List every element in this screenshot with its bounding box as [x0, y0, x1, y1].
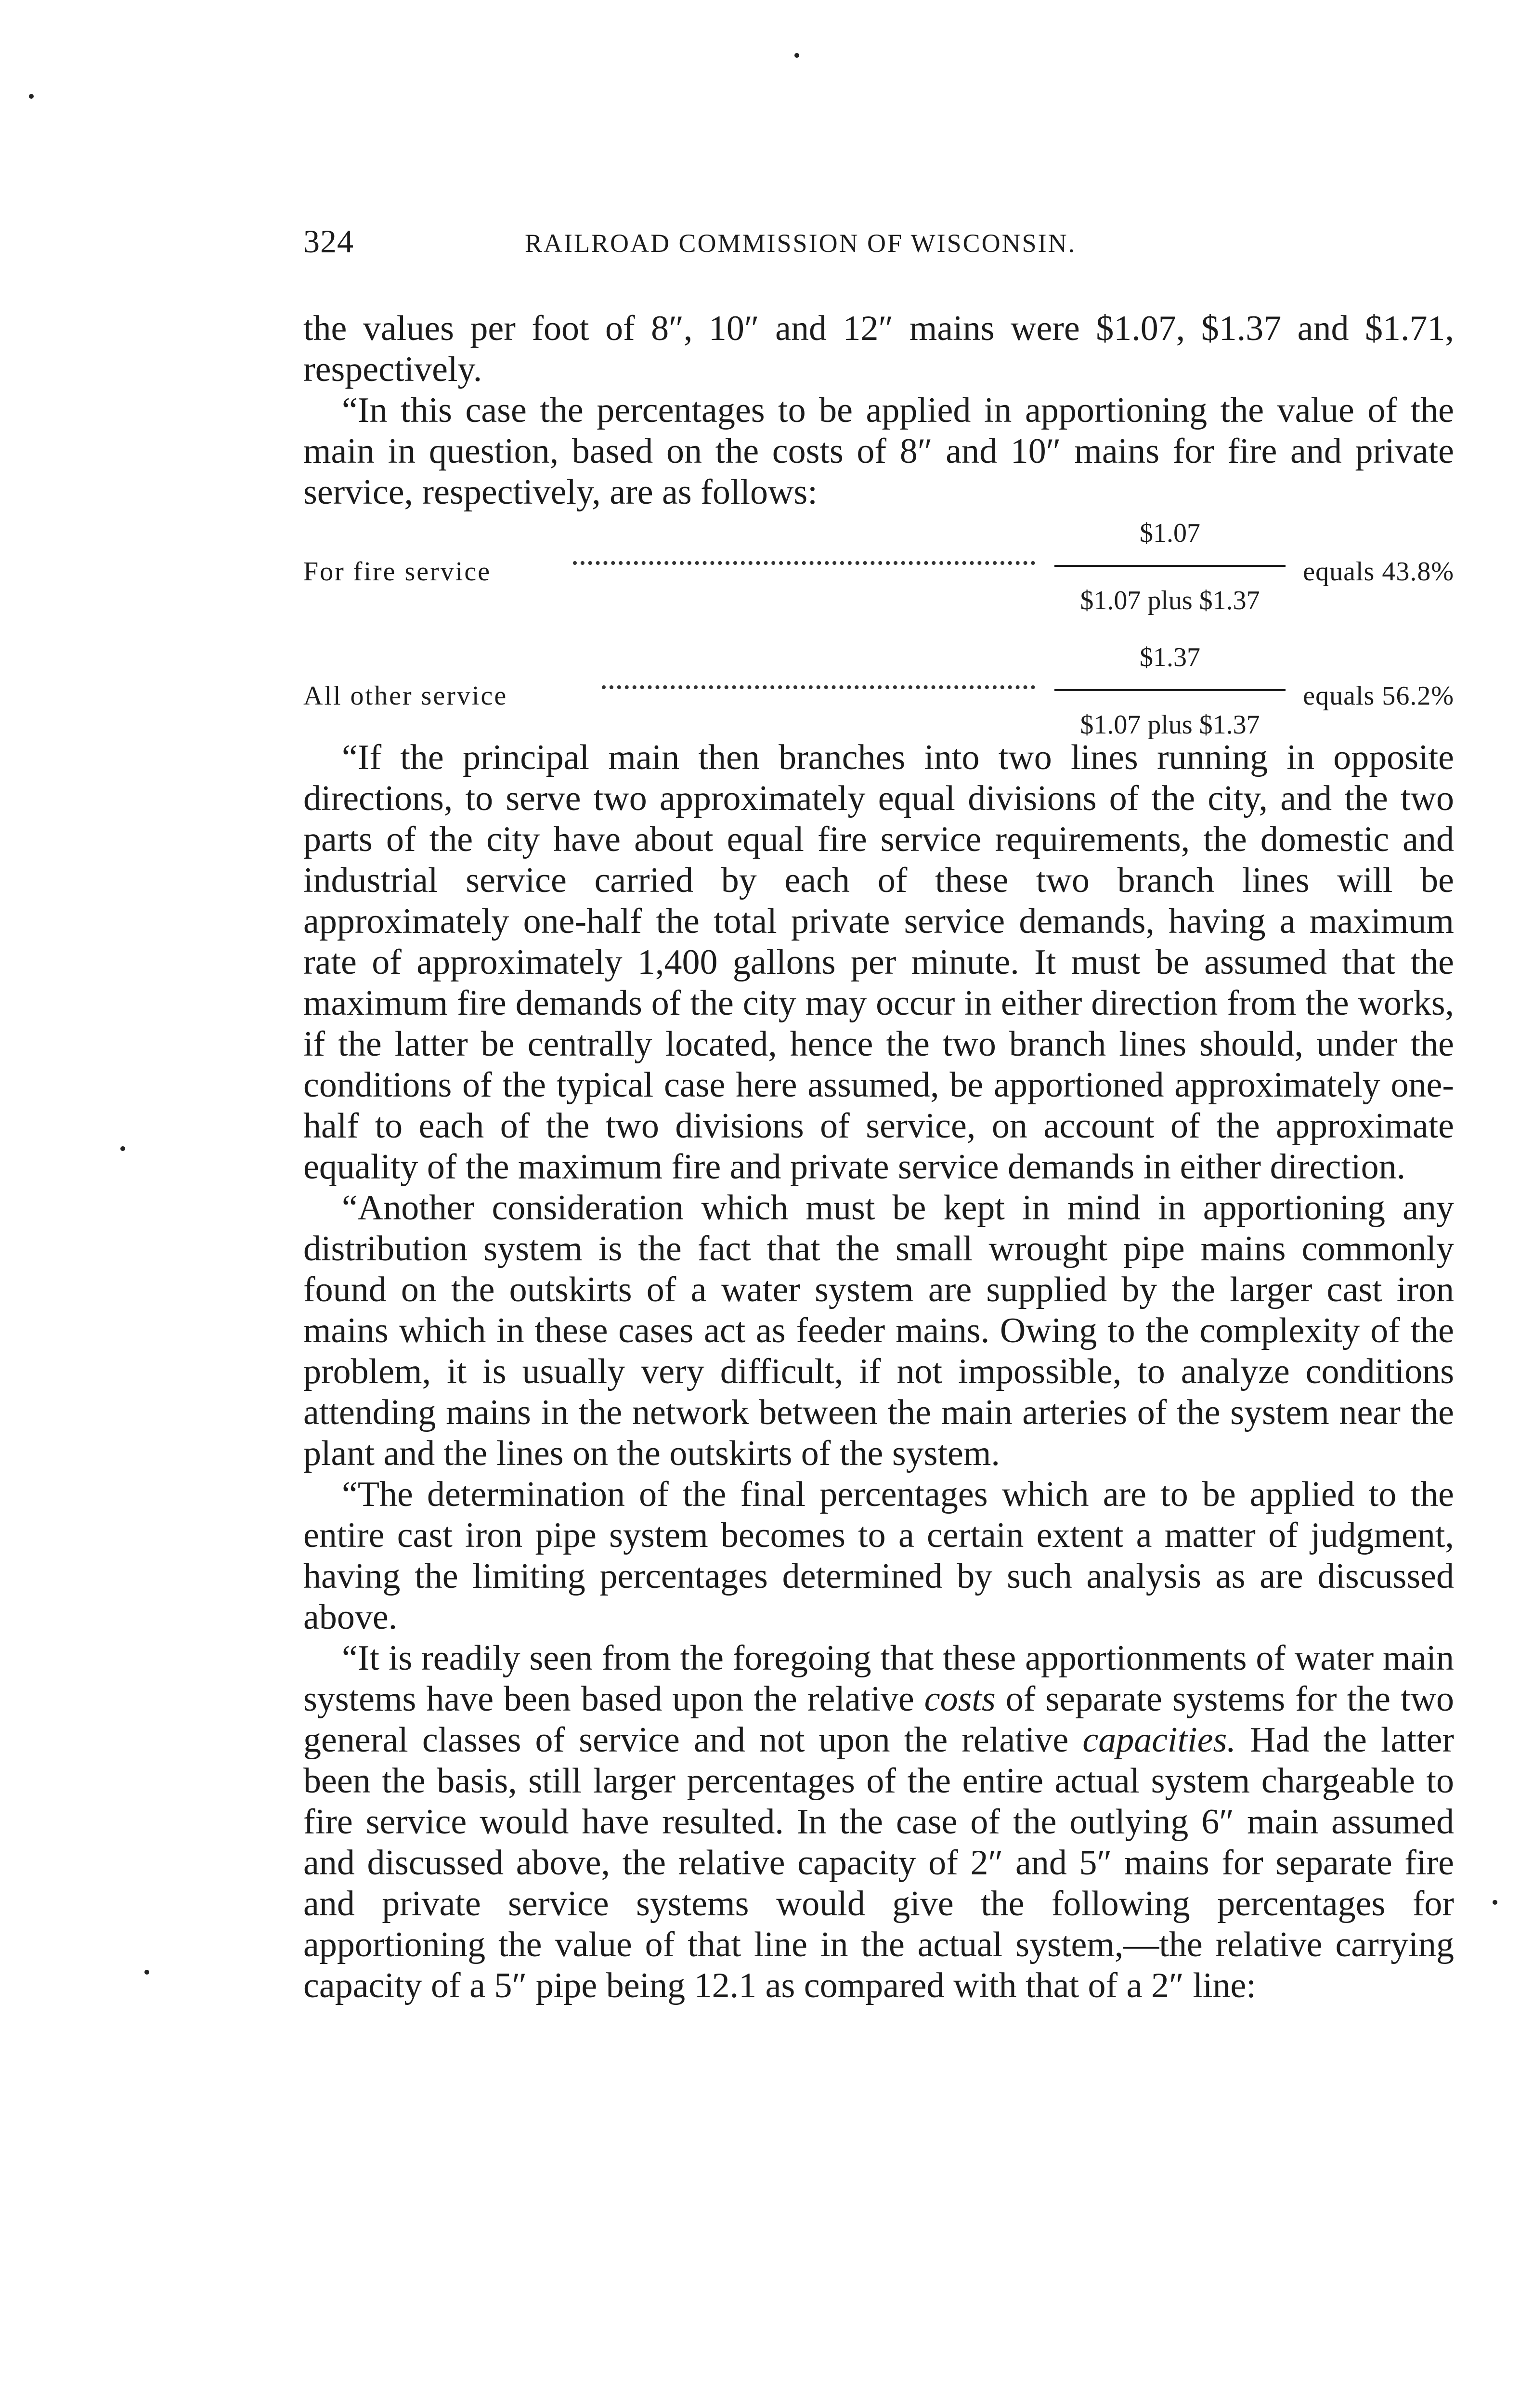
- paragraph: [303, 1638, 1454, 2006]
- margin-mark: [144, 1970, 149, 1975]
- running-head: RAILROAD COMMISSION OF WISCONSIN.: [525, 229, 1077, 258]
- paragraph: “The determination of the final percentages which are to be applied to the entire cast iron pipe system becomes to a certain extent a matter of judgment, having the limiting percentages determined by such analysis as are discussed above.: [303, 1475, 1454, 1637]
- italic-term: capacities.: [1082, 1720, 1236, 1760]
- other-service-formula: [303, 637, 1454, 743]
- margin-mark: [29, 94, 34, 99]
- formula-denominator: $1.07 plus $1.37: [1080, 710, 1260, 740]
- paragraph: “If the principal main then branches into two lines running in opposite directions, to serve two approximately equal divisions of the city, and the two parts of the city have about equal fire service requirements, the domestic and industrial service carried by each of these two branch lines will be approximately one-half the total private service demands, having a maximum rate of approximately 1,400 gallons per minute. It must be assumed that the maximum fire demands of the city may occur in either direction from the works, if the latter be centrally located, hence the two branch lines should, under the conditions of the typical case here assumed, be apportioned approximately one-half to each of the two divisions of service, on account of the approximate equality of the maximum fire and private service demands in either direction.: [303, 738, 1454, 1187]
- paragraph: “In this case the percentages to be applied in apportioning the value of the main in question, based on the costs of 8″ and 10″ mains for fire and private service, respectively, are as follows:: [303, 391, 1454, 512]
- margin-mark: [120, 1146, 125, 1151]
- paragraph: the values per foot of 8″, 10″ and 12″ mains were $1.07, $1.37 and $1.71, respectively.: [303, 309, 1454, 389]
- formula-result: equals 56.2%: [1303, 681, 1454, 711]
- formula-numerator: $1.07: [1140, 518, 1200, 548]
- page-number: 324: [303, 223, 354, 260]
- formula-result: equals 43.8%: [1303, 557, 1454, 587]
- formula-label: For fire service: [303, 557, 492, 587]
- margin-mark: [1493, 1900, 1497, 1905]
- fire-service-formula: [303, 513, 1454, 619]
- formula-area: [303, 513, 1454, 740]
- paragraph: “Another consideration which must be kept in mind in apportioning any distribution system is the fact that the small wrought pipe mains commonly found on the outskirts of a water system are supplied by the larger cast iron mains which in these cases act as feeder mains. Owing to the complexity of the problem, it is usually very difficult, if not impossible, to analyze conditions attending mains in the network between the main arteries of the system near the plant and the lines on the outskirts of the system.: [303, 1188, 1454, 1473]
- formula-label: All other service: [303, 681, 508, 711]
- page-header: [303, 222, 1459, 261]
- formula-denominator: $1.07 plus $1.37: [1080, 586, 1260, 615]
- fraction-bar: [1054, 565, 1286, 567]
- text-run: of separate systems for the two general classes of service and not upon the relative: [303, 1679, 1455, 1760]
- formula-leader: [602, 685, 1035, 689]
- text-run: Had the latter been the basis, still larger percentages of the entire actual system chargeable to fire service would have resulted. In the case of the outlying 6″ main assumed and discussed above, the relative capacity of 2″ and 5″ mains for separate fire and private service systems would give the following percentages for apportioning the value of that line in the actual system,—the relative carrying capacity of a 5″ pipe being 12.1 as compared with that of a 2″ line:: [303, 1720, 1454, 2005]
- fraction-bar: [1054, 689, 1286, 691]
- formula-leader: [573, 561, 1035, 565]
- body-text: [303, 308, 1454, 2006]
- margin-mark: [794, 53, 799, 58]
- formula-numerator: $1.37: [1140, 642, 1200, 672]
- text-run: “It is readily seen from the foregoing that these apportionments of water main systems have been based upon the relative: [303, 1638, 1454, 1719]
- italic-term: costs: [924, 1679, 996, 1719]
